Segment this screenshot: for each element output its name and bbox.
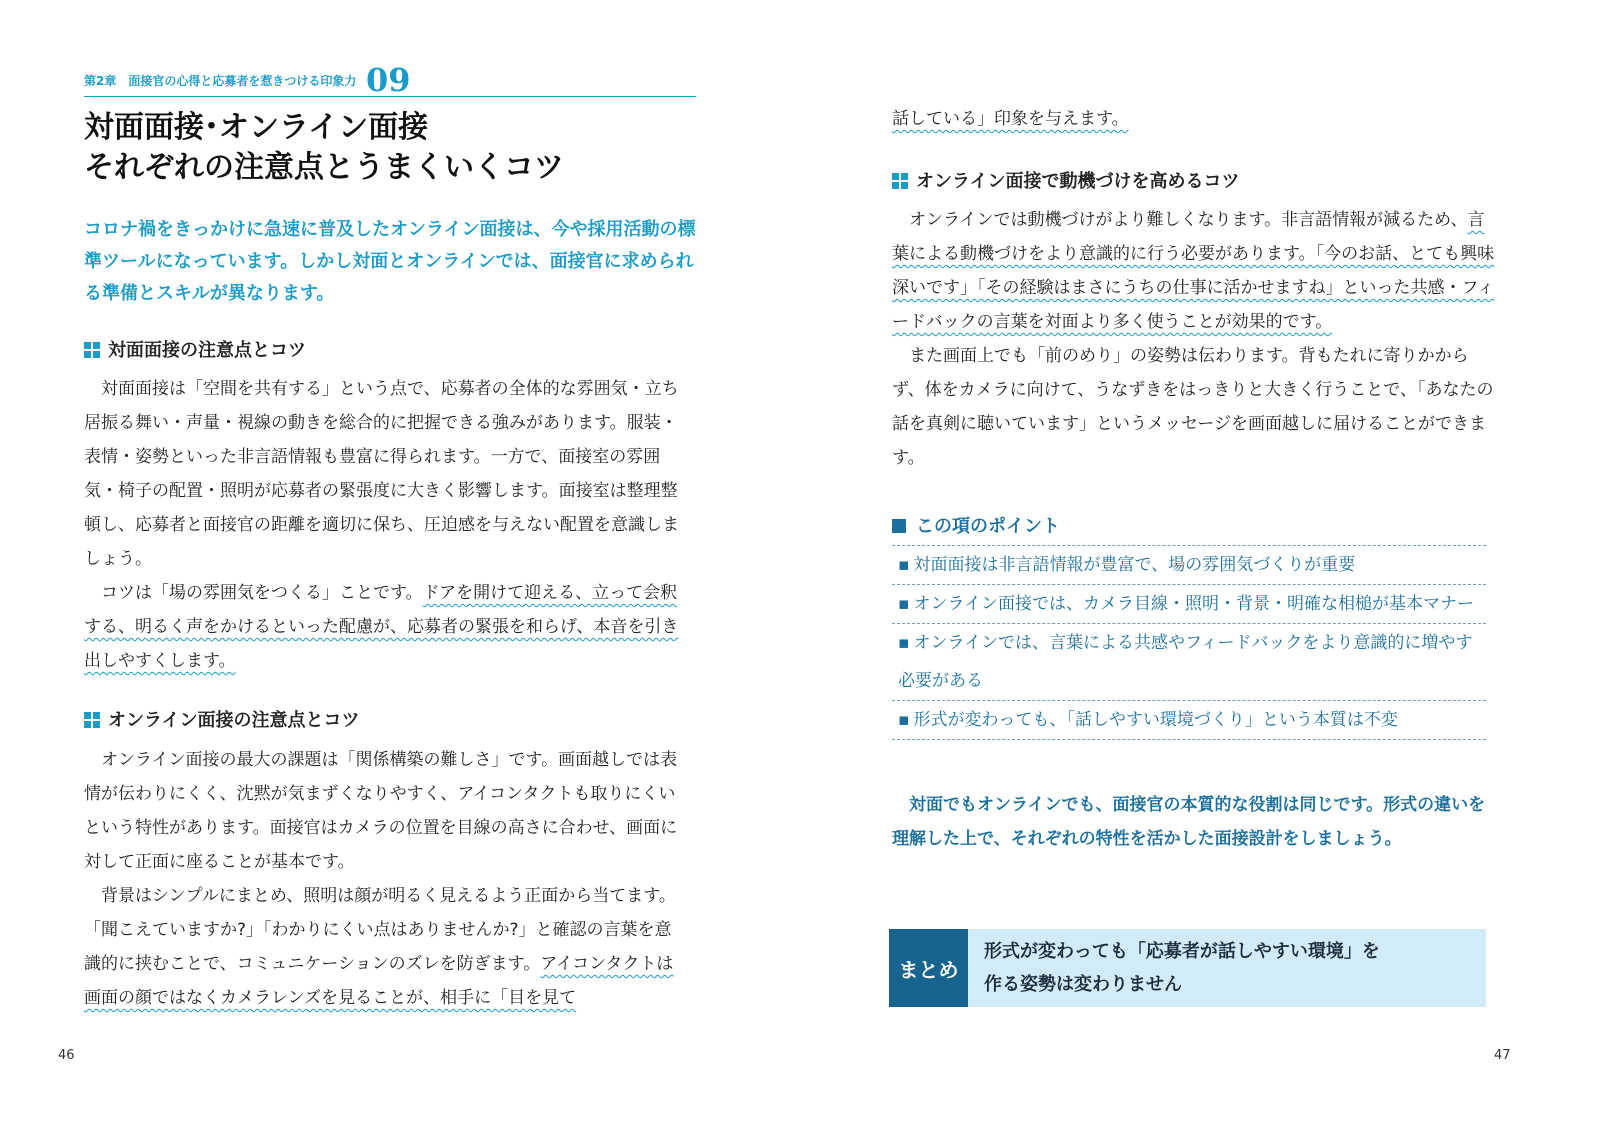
- points-heading-text: この項のポイント: [916, 516, 1060, 537]
- bullet-icon: ▪: [898, 594, 910, 614]
- underlined-text: 話している」印象を与えます。: [892, 109, 1129, 129]
- bullet-icon: ▪: [898, 710, 910, 730]
- list-item: [892, 624, 1486, 701]
- title-line-2: それぞれの注意点とうまくいくコツ: [84, 150, 564, 185]
- points-list: [892, 545, 1486, 740]
- chapter-label: 第2章 面接官の心得と応募者を惹きつける印象力: [84, 74, 357, 88]
- continuation-text: [892, 102, 1129, 136]
- points-closing: 対面でもオンラインでも、面接官の本質的な役割は同じです。形式の違いを理解した上で、それぞれの特性を活かした面接設計をしましょう。: [892, 795, 1486, 849]
- section-body-in-person: [84, 372, 688, 678]
- summary-line-2: 作る姿勢は変わりません: [984, 974, 1182, 995]
- list-item: [892, 701, 1486, 740]
- paragraph-text: コツは「場の雰囲気をつくる」ことです。: [101, 583, 423, 603]
- section-heading-text: オンライン面接で動機づけを高めるコツ: [916, 171, 1240, 192]
- paragraph-text: 背景はシンプルにまとめ、照明は顔が明るく見えるよう正面から当てます。「聞こえていますか?」「わかりにくい点はありませんか?」と確認の言葉を意識的に挟むことで、コミュニケーションのズレを防ぎます。: [84, 886, 676, 974]
- paragraph: [84, 879, 680, 1015]
- chapter-number: 09: [366, 61, 411, 99]
- paragraph: また画面上でも「前のめり」の姿勢は伝わります。背もたれに寄りかからず、体をカメラに向けて、うなずきをはっきりと大きく行うことで、「あなたの話を真剣に聴いています」というメッセージを画面越しに届けることができます。: [892, 346, 1494, 468]
- lead-paragraph: コロナ禍をきっかけに急速に普及したオンライン面接は、今や採用活動の標準ツールになっています。しかし対面とオンラインでは、面接官に求められる準備とスキルが異なります。: [84, 219, 696, 304]
- list-item: [892, 546, 1486, 585]
- section-heading-online: [84, 708, 359, 734]
- title-line-1: 対面面接･オンライン面接: [84, 110, 429, 145]
- underlined-text: ドアを開けて迎える、立って会釈する、明るく声をかけるといった配慮が、応募者の緊張を和らげ、本音を引き出しやすくします。: [84, 583, 679, 671]
- summary-box: [889, 929, 1486, 1007]
- points-heading: [892, 512, 1060, 538]
- section-body-motivation: [892, 203, 1496, 475]
- list-item-text: 対面面接は非言語情報が豊富で、場の雰囲気づくりが重要: [913, 555, 1356, 575]
- bullet-icon: ▪: [898, 633, 910, 653]
- paragraph: [84, 576, 688, 678]
- square-bullet-icon: [892, 519, 906, 533]
- grid-square-icon: [84, 712, 100, 728]
- page-title: [84, 108, 564, 188]
- section-heading-in-person: [84, 338, 306, 364]
- section-heading-motivation: [892, 169, 1239, 195]
- list-item: [892, 585, 1486, 624]
- section-heading-text: 対面面接の注意点とコツ: [108, 340, 306, 361]
- paragraph-text: オンラインでは動機づけがより難しくなります。非言語情報が減るため、: [909, 210, 1468, 230]
- summary-line-1: 形式が変わっても「応募者が話しやすい環境」を: [984, 941, 1380, 962]
- paragraph: 対面面接は「空間を共有する」という点で、応募者の全体的な雰囲気・立ち居振る舞い・声量・視線の動きを総合的に把握できる強みがあります。服装・表情・姿勢といった非言語情報も豊富に得られます。一方で、面接室の雰囲気・椅子の配置・照明が応募者の緊張度に大きく影響します。面接室は整理整頓し、応募者と面接官の距離を適切に保ち、圧迫感を与えない配置を意識しましょう。: [84, 379, 679, 569]
- grid-square-icon: [892, 173, 908, 189]
- list-item-text: オンラインでは、言葉による共感やフィードバックをより意識的に増やす必要がある: [898, 633, 1473, 691]
- chapter-header: [84, 58, 696, 97]
- grid-square-icon: [84, 342, 100, 358]
- summary-text: [984, 935, 1380, 1001]
- section-heading-text: オンライン面接の注意点とコツ: [108, 710, 360, 731]
- paragraph: [892, 203, 1496, 339]
- paragraph: オンライン面接の最大の課題は「関係構築の難しさ」です。画面越しでは表情が伝わりにくく、沈黙が気まずくなりやすく、アイコンタクトも取りにくいという特性があります。面接官はカメラの位置を目線の高さに合わせ、画面に対して正面に座ることが基本です。: [84, 750, 678, 872]
- summary-tag: まとめ: [889, 929, 968, 1007]
- page-number-left: 46: [58, 1048, 75, 1063]
- page-number-right: 47: [1494, 1048, 1511, 1063]
- list-item-text: 形式が変わっても、「話しやすい環境づくり」という本質は不変: [913, 710, 1398, 730]
- section-body-online: [84, 743, 680, 1015]
- underlined-text: アイコンタクトは画面の顔ではなくカメラレンズを見ることが、相手に「目を見て: [84, 954, 674, 1008]
- underlined-text: 言葉による動機づけをより意識的に行う必要があります。「今のお話、とても興味深いです」「その経験はまさにうちの仕事に活かせますね」といった共感・フィードバックの言葉を対面より多く使うことが効果的です。: [892, 210, 1495, 332]
- list-item-text: オンライン面接では、カメラ目線・照明・背景・明確な相槌が基本マナー: [913, 594, 1475, 614]
- bullet-icon: ▪: [898, 555, 910, 575]
